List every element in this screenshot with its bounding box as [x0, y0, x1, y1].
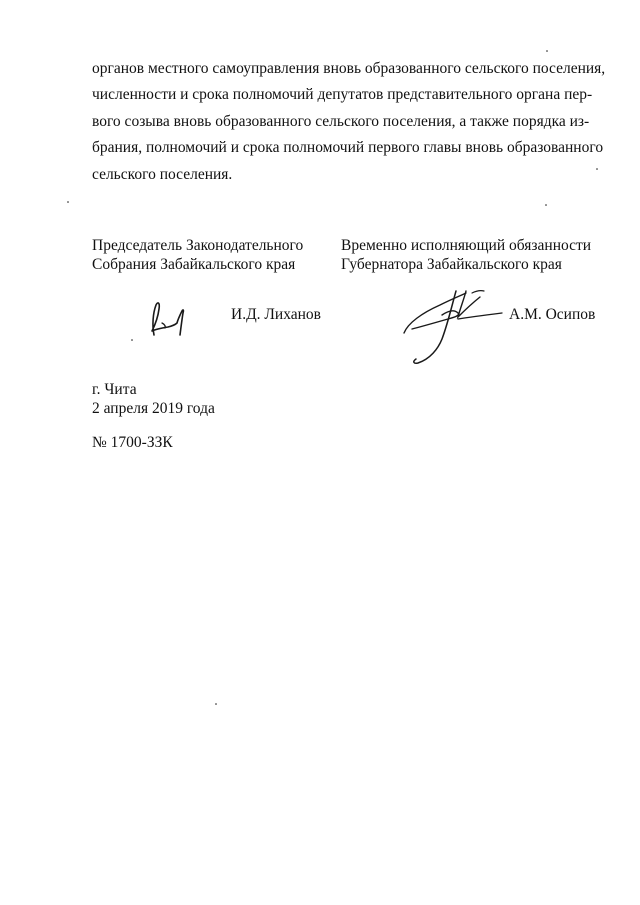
scan-speck — [67, 201, 69, 203]
left-signature-icon — [140, 295, 200, 343]
law-number: № 1700-ЗЗК — [92, 434, 173, 451]
right-signatory-name: А.М. Осипов — [509, 306, 596, 323]
right-signature-icon — [400, 283, 504, 367]
body-paragraph — [92, 56, 606, 188]
left-signatory-title — [92, 236, 303, 274]
body-line: вого созыва вновь образованного сельского поселения, а также порядка из- — [92, 112, 590, 130]
body-line: сельского поселения. — [92, 165, 233, 183]
body-line: органов местного самоуправления вновь образованного сельского поселения, — [92, 60, 606, 77]
body-line: численности и срока полномочий депутатов представительного органа пер- — [92, 86, 593, 104]
scan-speck — [215, 703, 217, 705]
scan-speck — [131, 339, 133, 341]
date: 2 апреля 2019 года — [92, 400, 215, 417]
scan-speck — [545, 204, 547, 206]
body-line: брания, полномочий и срока полномочий первого главы вновь образованного — [92, 139, 604, 157]
right-title-line1: Временно исполняющий обязанности — [341, 237, 592, 254]
right-signatory-title — [341, 236, 591, 274]
left-title-line1: Председатель Законодательного — [92, 237, 304, 254]
scan-speck — [546, 50, 548, 52]
place-and-date — [92, 380, 215, 418]
left-signatory-name: И.Д. Лиханов — [231, 306, 321, 323]
city: г. Чита — [92, 381, 137, 398]
right-title-line2: Губернатора Забайкальского края — [341, 256, 562, 273]
left-title-line2: Собрания Забайкальского края — [92, 256, 296, 273]
scan-speck — [596, 168, 598, 170]
